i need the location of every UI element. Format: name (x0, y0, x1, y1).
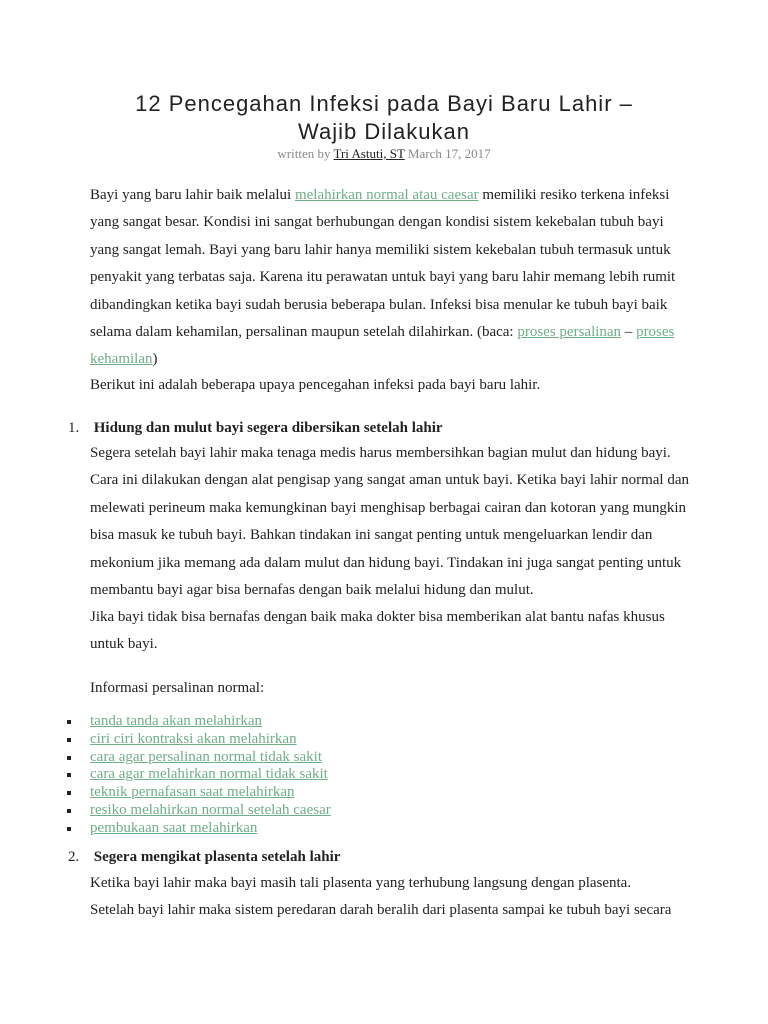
bullet-icon (67, 756, 71, 760)
title-line-2: Wajib Dilakukan (298, 119, 470, 144)
link-proses-kehamilan[interactable]: proses kehamilan (90, 324, 675, 368)
info-persalinan-label: Informasi persalinan normal: (90, 680, 265, 696)
section-1-body: Segera setelah bayi lahir maka tenaga medis harus membersihkan bagian mulut dan hidung bayi. Cara ini dilakukan dengan alat pengisap yang sangat aman untuk bayi. Ketika bayi lahir normal dan melewati perineum maka kemungkinan bayi menghisap berbagai cairan dan kotoran yang mungkin bisa masuk ke tubuh bayi. Bahkan tindakan ini sangat penting untuk mengeluarkan lendir dan mekonium jika memang ada dalam mulut dan hidung bayi. Tindakan ini juga sangat penting untuk membantu bayi agar bisa bernafas dengan baik melalui hidung dan mulut. (90, 445, 689, 599)
section-1-body-2: Jika bayi tidak bisa bernafas dengan baik maka dokter bisa memberikan alat bantu nafas khusus untuk bayi. (90, 609, 665, 653)
bullet-icon (67, 809, 71, 813)
byline (60, 146, 708, 162)
list-item (66, 731, 331, 749)
intro-lead: Berikut ini adalah beberapa upaya pencegahan infeksi pada bayi baru lahir. (90, 377, 541, 393)
list-item (66, 713, 331, 731)
section-2-title: Segera mengikat plasenta setelah lahir (93, 849, 341, 865)
link-ciri-ciri-kontraksi[interactable]: ciri ciri kontraksi akan melahirkan (90, 730, 297, 747)
list-item (66, 784, 331, 802)
persalinan-links-list (66, 713, 331, 838)
list-item (66, 749, 331, 767)
bullet-icon (67, 791, 71, 795)
link-pembukaan-saat-melahirkan[interactable]: pembukaan saat melahirkan (90, 819, 258, 836)
link-teknik-pernafasan[interactable]: teknik pernafasan saat melahirkan (90, 784, 295, 801)
section-1-heading (68, 418, 688, 438)
list-item (66, 802, 331, 820)
link-resiko-melahirkan-normal[interactable]: resiko melahirkan normal setelah caesar (90, 801, 331, 818)
intro-text-1: Bayi yang baru lahir baik melalui (90, 187, 295, 203)
list-item (66, 766, 331, 784)
intro-paragraph (90, 182, 690, 374)
title-line-1: 12 Pencegahan Infeksi pada Bayi Baru Lahir – (135, 91, 633, 116)
section-2-heading (68, 847, 688, 867)
publish-date: March 17, 2017 (407, 146, 491, 161)
link-cara-agar-persalinan-normal[interactable]: cara agar persalinan normal tidak sakit (90, 748, 322, 765)
author-link[interactable]: Tri Astuti, ST (333, 146, 405, 161)
link-cara-agar-melahirkan-normal[interactable]: cara agar melahirkan normal tidak sakit (90, 766, 328, 783)
bullet-icon (67, 720, 71, 724)
section-1-title: Hidung dan mulut bayi segera dibersikan setelah lahir (93, 420, 443, 436)
article-title (60, 90, 708, 146)
link-tanda-tanda-akan-melahirkan[interactable]: tanda tanda akan melahirkan (90, 713, 263, 729)
bullet-icon (67, 827, 71, 831)
bullet-icon (67, 773, 71, 777)
dash-separator: – (621, 324, 637, 341)
section-2-line-2: Setelah bayi lahir maka sistem peredaran darah beralih dari plasenta sampai ke tubuh bayi secara (90, 902, 672, 919)
section-2-number: 2. (68, 849, 80, 865)
intro-text-2: memiliki resiko terkena infeksi yang sangat besar. Kondisi ini sangat berhubungan dengan kondisi sistem kekebalan tubuh bayi yang sangat lemah. Bayi yang baru lahir hanya memiliki sistem kekebalan tubuh termasuk untuk penyakit yang terbatas saja. Karena itu perawatan untuk bayi yang baru lahir memang lebih rumit dibandingkan ketika bayi sudah berusia beberapa bulan. Infeksi bisa menular ke tubuh bayi baik selama dalam kehamilan, persalinan maupun setelah dilahirkan. (baca: (90, 187, 676, 341)
byline-prefix: written by (277, 146, 331, 161)
list-item (66, 820, 331, 838)
section-2-line-1: Ketika bayi lahir maka bayi masih tali plasenta yang terhubung langsung dengan plasenta. (90, 875, 632, 891)
section-2-body (90, 870, 690, 925)
close-paren: ) (152, 351, 158, 368)
bullet-icon (67, 738, 71, 742)
link-melahirkan-normal-atau-caesar[interactable]: melahirkan normal atau caesar (294, 187, 479, 203)
link-proses-persalinan[interactable]: proses persalinan (517, 324, 622, 341)
section-1-number: 1. (68, 420, 80, 436)
